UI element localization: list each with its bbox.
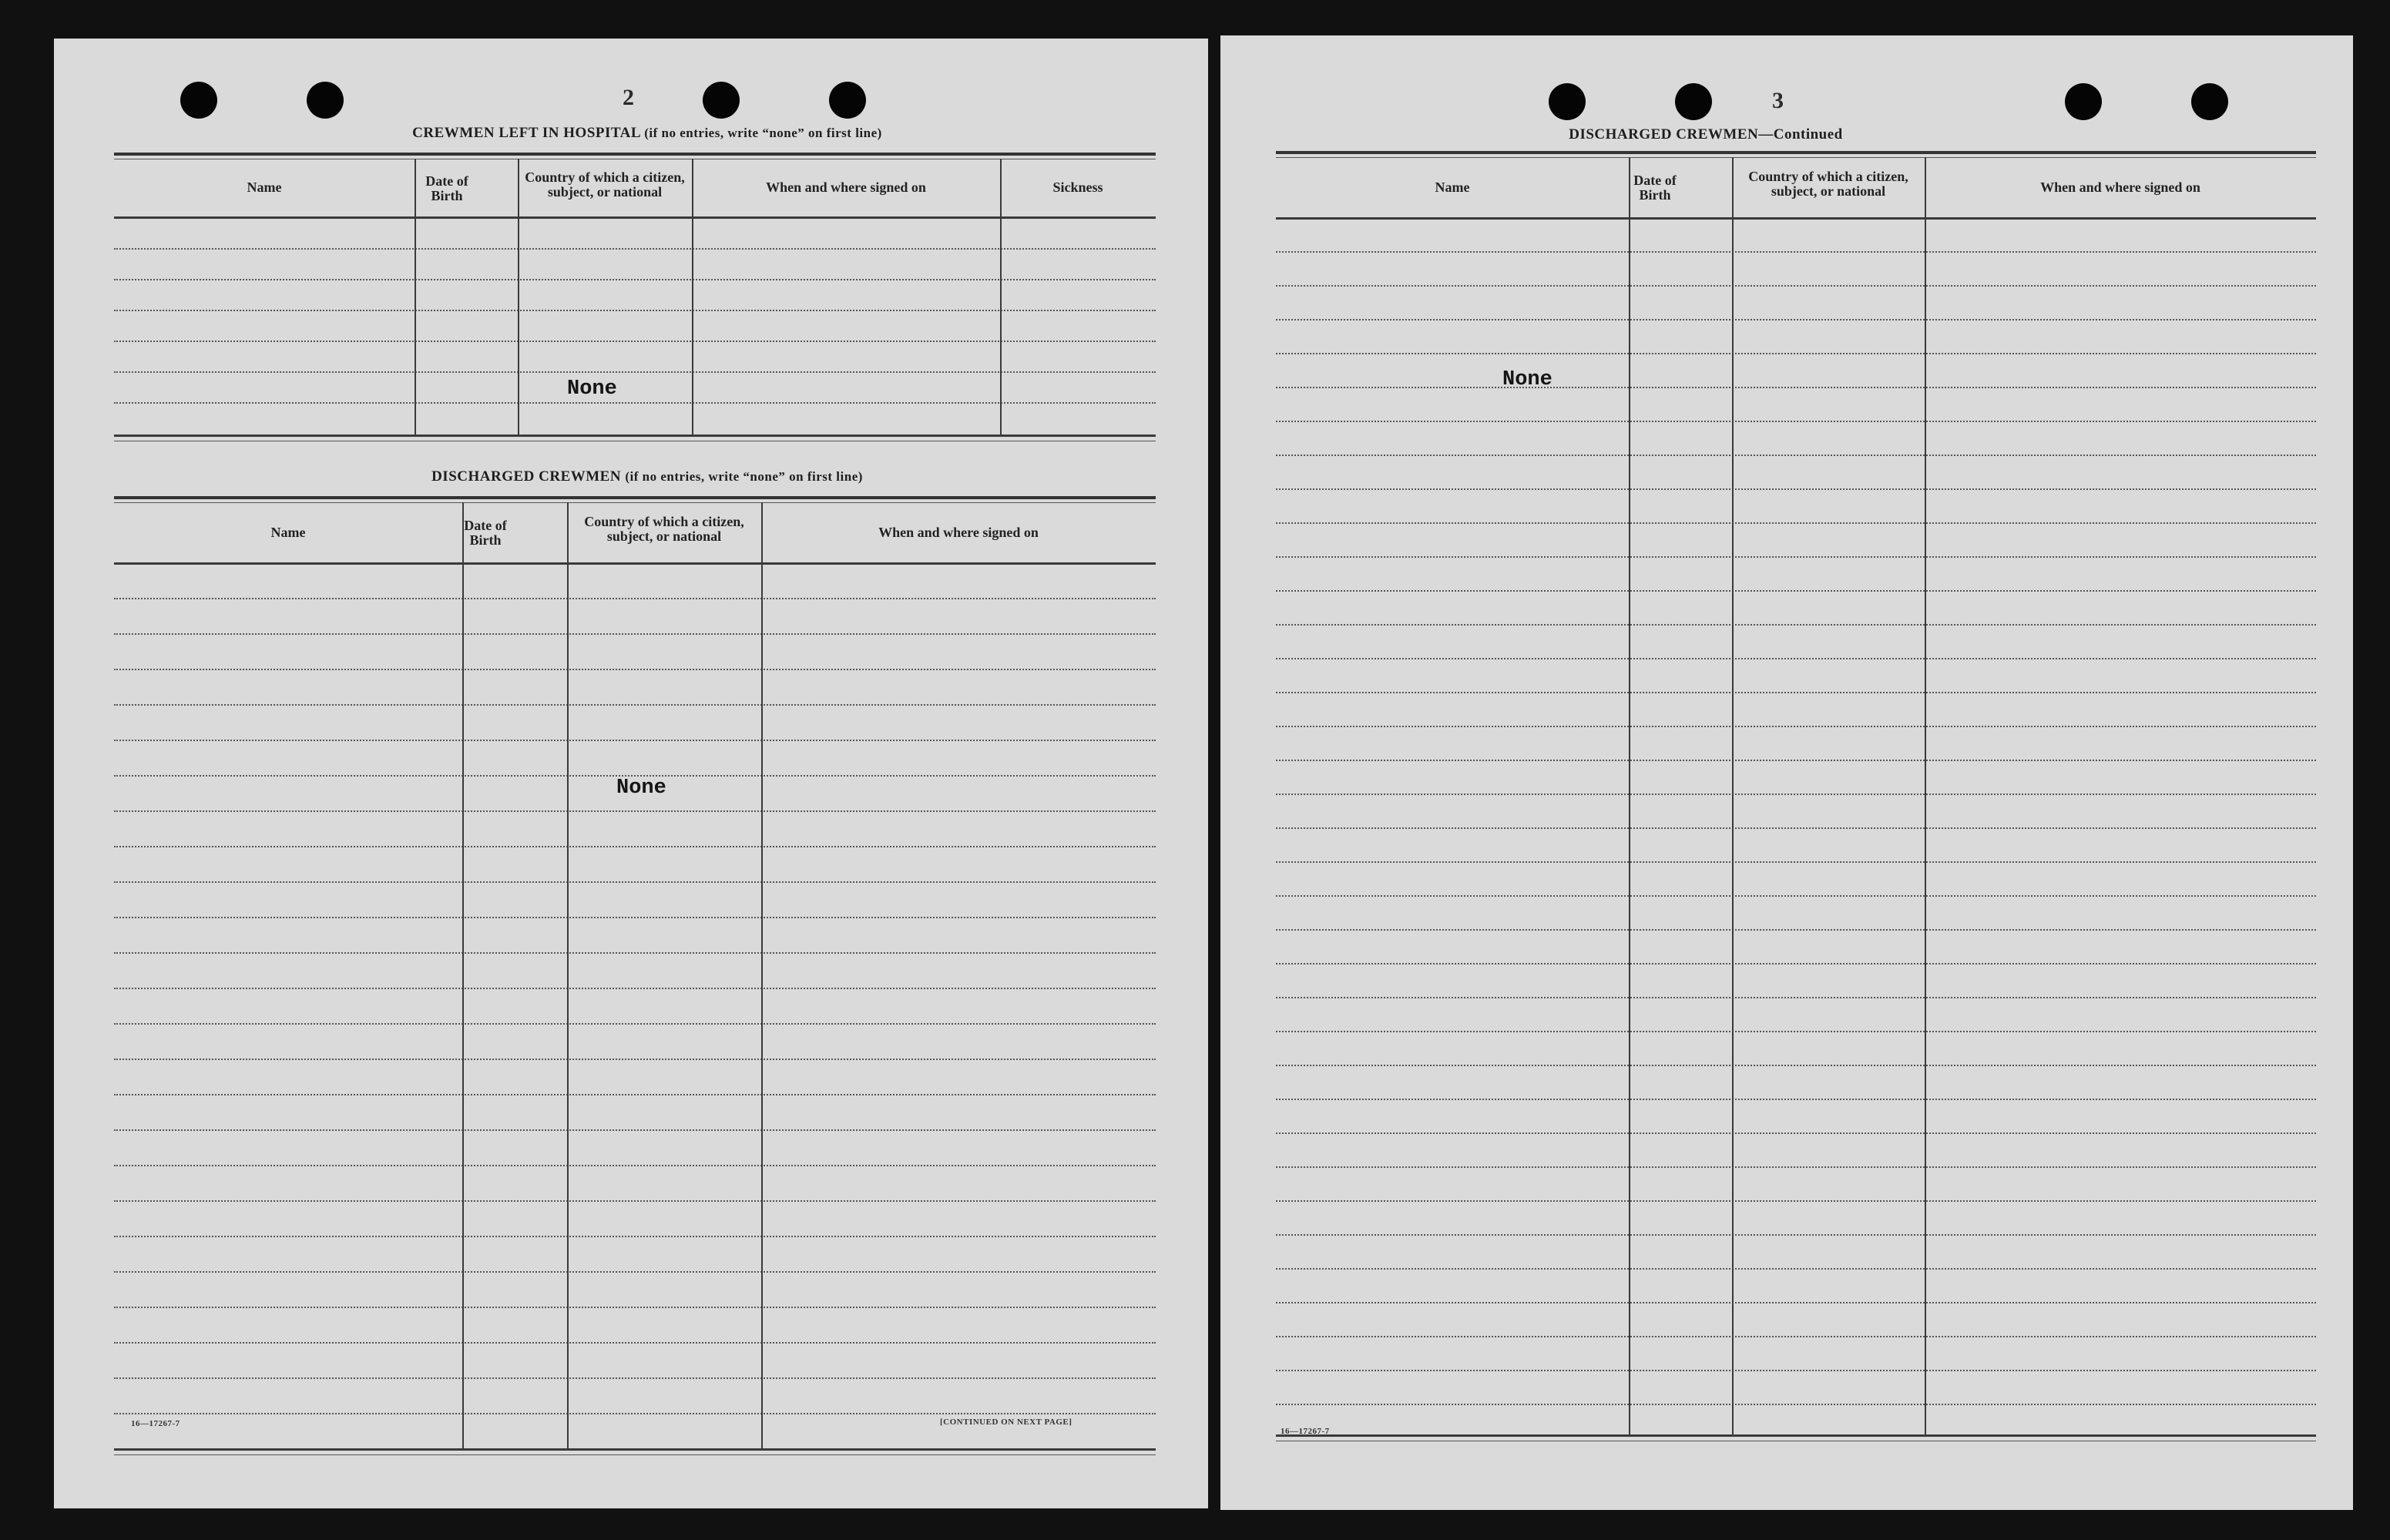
discharged-table: [114, 496, 1156, 1482]
hospital-title: CREWMEN LEFT IN HOSPITAL: [412, 125, 640, 141]
discharged-section-title: [285, 468, 1009, 485]
form-number: 16—17267-7: [131, 1419, 180, 1428]
column-header: When and where signed on: [878, 524, 1039, 540]
hospital-section-title: [285, 125, 1009, 142]
punch-hole: [1675, 83, 1712, 120]
punch-hole: [307, 82, 344, 119]
column-header: Name: [247, 179, 282, 195]
page-number: 2: [623, 85, 634, 110]
column-header: Name: [270, 524, 306, 540]
column-header: Date of Birth: [1633, 173, 1677, 203]
punch-hole: [829, 82, 866, 119]
discharged-none-entry: None: [616, 777, 666, 800]
right-page: [1220, 35, 2353, 1510]
discharged-instruction: (if no entries, write “none” on first line): [625, 469, 863, 484]
column-header: Country of which a citizen, subject, or national: [525, 169, 685, 200]
column-header: Date of Birth: [425, 173, 468, 203]
column-header: Country of which a citizen, subject, or national: [584, 514, 744, 544]
discharged-continued-title: DISCHARGED CREWMEN—Continued: [1569, 126, 1843, 143]
hospital-table: [114, 153, 1156, 453]
punch-hole: [180, 82, 217, 119]
punch-hole: [2065, 83, 2102, 120]
hospital-instruction: (if no entries, write “none” on first line): [644, 126, 882, 140]
column-header: Sickness: [1052, 179, 1103, 195]
punch-hole: [703, 82, 740, 119]
page-number: 3: [1772, 88, 1784, 113]
discharged-continued-none-entry: None: [1502, 368, 1552, 391]
discharged-title: DISCHARGED CREWMEN: [431, 468, 622, 485]
hospital-none-entry: None: [567, 377, 617, 401]
column-header: When and where signed on: [766, 179, 926, 195]
form-number: 16—17267-7: [1281, 1427, 1330, 1436]
discharged-continued-table: [1276, 151, 2316, 1461]
column-header: Name: [1435, 179, 1470, 195]
left-page: [54, 39, 1208, 1508]
column-header: Country of which a citizen, subject, or national: [1748, 169, 1908, 199]
continued-note: [CONTINUED ON NEXT PAGE]: [940, 1418, 1072, 1427]
punch-hole: [1549, 83, 1586, 120]
column-header: When and where signed on: [2040, 179, 2200, 195]
punch-hole: [2191, 83, 2228, 120]
column-header: Date of Birth: [464, 518, 507, 548]
